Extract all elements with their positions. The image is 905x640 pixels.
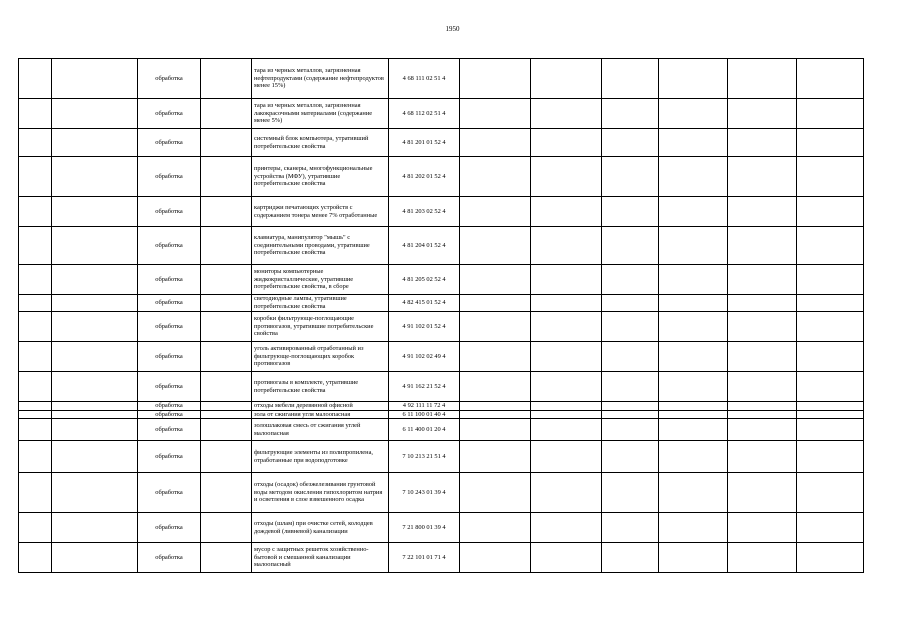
empty-cell: [19, 441, 52, 473]
empty-cell: [19, 372, 52, 402]
empty-cell: [531, 99, 602, 129]
empty-cell: [531, 157, 602, 197]
empty-cell: [602, 402, 659, 411]
empty-cell: [797, 372, 864, 402]
empty-cell: [19, 402, 52, 411]
empty-cell: [19, 295, 52, 312]
empty-cell: [728, 441, 797, 473]
empty-cell: [602, 473, 659, 513]
empty-cell: [659, 410, 728, 419]
fkko-code-cell: 4 91 162 21 52 4: [389, 372, 460, 402]
empty-cell: [201, 402, 252, 411]
operation-cell: обработка: [138, 410, 201, 419]
empty-cell: [19, 59, 52, 99]
empty-cell: [659, 265, 728, 295]
operation-cell: обработка: [138, 513, 201, 543]
empty-cell: [201, 441, 252, 473]
fkko-code-cell: 4 81 204 01 52 4: [389, 227, 460, 265]
table-row: [19, 419, 864, 441]
empty-cell: [728, 410, 797, 419]
table-row: [19, 372, 864, 402]
empty-cell: [52, 129, 138, 157]
empty-cell: [531, 473, 602, 513]
empty-cell: [460, 59, 531, 99]
fkko-code-cell: 4 92 111 11 72 4: [389, 402, 460, 411]
empty-cell: [19, 312, 52, 342]
empty-cell: [531, 59, 602, 99]
empty-cell: [19, 410, 52, 419]
empty-cell: [52, 419, 138, 441]
empty-cell: [728, 342, 797, 372]
empty-cell: [531, 295, 602, 312]
operation-cell: обработка: [138, 59, 201, 99]
empty-cell: [201, 227, 252, 265]
waste-name-cell: отходы (шлам) при очистке сетей, колодцев дождевой (ливневой) канализации: [252, 513, 389, 543]
empty-cell: [602, 197, 659, 227]
empty-cell: [52, 59, 138, 99]
waste-name-cell: противогазы в комплекте, утратившие потребительские свойства: [252, 372, 389, 402]
empty-cell: [460, 513, 531, 543]
empty-cell: [201, 543, 252, 573]
operation-cell: обработка: [138, 473, 201, 513]
empty-cell: [460, 312, 531, 342]
waste-name-cell: мусор с защитных решеток хозяйственно-бытовой и смешанной канализации малоопасный: [252, 543, 389, 573]
empty-cell: [797, 197, 864, 227]
empty-cell: [602, 129, 659, 157]
empty-cell: [201, 129, 252, 157]
empty-cell: [602, 59, 659, 99]
empty-cell: [728, 513, 797, 543]
table-body: [19, 59, 864, 573]
empty-cell: [728, 157, 797, 197]
empty-cell: [659, 473, 728, 513]
empty-cell: [460, 295, 531, 312]
waste-name-cell: тара из черных металлов, загрязненная нефтепродуктами (содержание нефтепродуктов менее 15%): [252, 59, 389, 99]
empty-cell: [602, 419, 659, 441]
empty-cell: [659, 441, 728, 473]
table-row: [19, 312, 864, 342]
empty-cell: [728, 402, 797, 411]
empty-cell: [602, 295, 659, 312]
empty-cell: [659, 543, 728, 573]
table-row: [19, 227, 864, 265]
empty-cell: [460, 342, 531, 372]
waste-name-cell: золошлаковая смесь от сжигания углей малоопасная: [252, 419, 389, 441]
empty-cell: [659, 295, 728, 312]
empty-cell: [460, 129, 531, 157]
empty-cell: [659, 227, 728, 265]
operation-cell: обработка: [138, 402, 201, 411]
fkko-code-cell: 4 68 112 02 51 4: [389, 99, 460, 129]
empty-cell: [797, 410, 864, 419]
empty-cell: [728, 372, 797, 402]
waste-name-cell: тара из черных металлов, загрязненная лакокрасочными материалами (содержание менее 5%): [252, 99, 389, 129]
operation-cell: обработка: [138, 372, 201, 402]
empty-cell: [201, 312, 252, 342]
empty-cell: [19, 157, 52, 197]
empty-cell: [531, 265, 602, 295]
table-row: [19, 129, 864, 157]
empty-cell: [728, 99, 797, 129]
empty-cell: [52, 157, 138, 197]
empty-cell: [531, 419, 602, 441]
empty-cell: [201, 265, 252, 295]
operation-cell: обработка: [138, 99, 201, 129]
empty-cell: [460, 197, 531, 227]
empty-cell: [201, 295, 252, 312]
empty-cell: [52, 227, 138, 265]
empty-cell: [797, 402, 864, 411]
empty-cell: [52, 473, 138, 513]
table-row: [19, 157, 864, 197]
empty-cell: [602, 410, 659, 419]
empty-cell: [460, 410, 531, 419]
empty-cell: [201, 59, 252, 99]
waste-name-cell: уголь активированный отработанный из фильтрующе-поглощающих коробок противогазов: [252, 342, 389, 372]
empty-cell: [728, 59, 797, 99]
empty-cell: [531, 312, 602, 342]
table-row: [19, 197, 864, 227]
empty-cell: [52, 513, 138, 543]
empty-cell: [19, 342, 52, 372]
empty-cell: [531, 441, 602, 473]
empty-cell: [602, 543, 659, 573]
empty-cell: [797, 265, 864, 295]
waste-name-cell: картриджи печатающих устройств с содержанием тонера менее 7% отработанные: [252, 197, 389, 227]
empty-cell: [201, 157, 252, 197]
empty-cell: [797, 513, 864, 543]
empty-cell: [460, 227, 531, 265]
fkko-code-cell: 4 91 102 02 49 4: [389, 342, 460, 372]
waste-name-cell: зола от сжигания угля малоопасная: [252, 410, 389, 419]
empty-cell: [201, 513, 252, 543]
empty-cell: [460, 157, 531, 197]
empty-cell: [659, 197, 728, 227]
fkko-code-cell: 4 68 111 02 51 4: [389, 59, 460, 99]
empty-cell: [531, 513, 602, 543]
empty-cell: [602, 372, 659, 402]
fkko-code-cell: 4 81 205 02 52 4: [389, 265, 460, 295]
waste-name-cell: принтеры, сканеры, многофункциональные устройства (МФУ), утратившие потребительские свойства: [252, 157, 389, 197]
empty-cell: [201, 410, 252, 419]
empty-cell: [797, 59, 864, 99]
empty-cell: [531, 227, 602, 265]
empty-cell: [728, 543, 797, 573]
table-row: [19, 402, 864, 411]
fkko-code-cell: 4 91 102 01 52 4: [389, 312, 460, 342]
empty-cell: [659, 59, 728, 99]
empty-cell: [52, 402, 138, 411]
table-row: [19, 99, 864, 129]
empty-cell: [52, 342, 138, 372]
empty-cell: [201, 372, 252, 402]
operation-cell: обработка: [138, 157, 201, 197]
page-number: 1950: [445, 25, 460, 33]
empty-cell: [460, 372, 531, 402]
waste-name-cell: мониторы компьютерные жидкокристаллические, утратившие потребительские свойства, в сборе: [252, 265, 389, 295]
empty-cell: [602, 265, 659, 295]
empty-cell: [659, 99, 728, 129]
waste-registry-table: [18, 58, 864, 573]
waste-name-cell: светодиодные лампы, утратившие потребительские свойства: [252, 295, 389, 312]
empty-cell: [659, 402, 728, 411]
fkko-code-cell: 4 82 415 01 52 4: [389, 295, 460, 312]
empty-cell: [659, 129, 728, 157]
empty-cell: [602, 227, 659, 265]
empty-cell: [659, 312, 728, 342]
waste-name-cell: клавиатура, манипулятор "мышь" с соединительными проводами, утратившие потребительские свойства: [252, 227, 389, 265]
operation-cell: обработка: [138, 342, 201, 372]
empty-cell: [531, 129, 602, 157]
waste-name-cell: системный блок компьютера, утративший потребительские свойства: [252, 129, 389, 157]
empty-cell: [728, 265, 797, 295]
table-row: [19, 543, 864, 573]
empty-cell: [797, 227, 864, 265]
table-row: [19, 410, 864, 419]
empty-cell: [531, 372, 602, 402]
empty-cell: [201, 473, 252, 513]
empty-cell: [602, 99, 659, 129]
empty-cell: [52, 372, 138, 402]
empty-cell: [797, 419, 864, 441]
empty-cell: [460, 473, 531, 513]
operation-cell: обработка: [138, 295, 201, 312]
empty-cell: [52, 295, 138, 312]
empty-cell: [659, 513, 728, 543]
fkko-code-cell: 6 11 100 01 40 4: [389, 410, 460, 419]
empty-cell: [659, 342, 728, 372]
waste-name-cell: фильтрующие элементы из полипропилена, отработанные при водоподготовке: [252, 441, 389, 473]
empty-cell: [797, 543, 864, 573]
fkko-code-cell: 7 10 243 01 39 4: [389, 473, 460, 513]
empty-cell: [797, 157, 864, 197]
empty-cell: [797, 312, 864, 342]
fkko-code-cell: 6 11 400 01 20 4: [389, 419, 460, 441]
fkko-code-cell: 4 81 201 01 52 4: [389, 129, 460, 157]
operation-cell: обработка: [138, 312, 201, 342]
table-row: [19, 295, 864, 312]
empty-cell: [201, 419, 252, 441]
table-row: [19, 342, 864, 372]
empty-cell: [531, 402, 602, 411]
empty-cell: [659, 372, 728, 402]
fkko-code-cell: 4 81 203 02 52 4: [389, 197, 460, 227]
empty-cell: [19, 419, 52, 441]
empty-cell: [19, 129, 52, 157]
operation-cell: обработка: [138, 419, 201, 441]
fkko-code-cell: 7 22 101 01 71 4: [389, 543, 460, 573]
empty-cell: [728, 197, 797, 227]
empty-cell: [201, 99, 252, 129]
empty-cell: [602, 441, 659, 473]
operation-cell: обработка: [138, 265, 201, 295]
empty-cell: [52, 99, 138, 129]
empty-cell: [728, 419, 797, 441]
empty-cell: [659, 157, 728, 197]
table-row: [19, 441, 864, 473]
empty-cell: [52, 441, 138, 473]
empty-cell: [19, 473, 52, 513]
empty-cell: [201, 197, 252, 227]
empty-cell: [659, 419, 728, 441]
operation-cell: обработка: [138, 543, 201, 573]
empty-cell: [728, 295, 797, 312]
empty-cell: [797, 342, 864, 372]
empty-cell: [728, 312, 797, 342]
empty-cell: [19, 99, 52, 129]
table-row: [19, 513, 864, 543]
empty-cell: [52, 265, 138, 295]
empty-cell: [460, 441, 531, 473]
empty-cell: [531, 410, 602, 419]
empty-cell: [728, 227, 797, 265]
empty-cell: [797, 99, 864, 129]
empty-cell: [728, 129, 797, 157]
empty-cell: [531, 543, 602, 573]
empty-cell: [797, 295, 864, 312]
empty-cell: [602, 157, 659, 197]
empty-cell: [797, 441, 864, 473]
fkko-code-cell: 7 21 800 01 39 4: [389, 513, 460, 543]
empty-cell: [460, 419, 531, 441]
empty-cell: [602, 513, 659, 543]
empty-cell: [19, 197, 52, 227]
empty-cell: [52, 312, 138, 342]
empty-cell: [19, 265, 52, 295]
empty-cell: [797, 473, 864, 513]
empty-cell: [460, 402, 531, 411]
operation-cell: обработка: [138, 197, 201, 227]
empty-cell: [460, 99, 531, 129]
empty-cell: [19, 543, 52, 573]
fkko-code-cell: 7 10 213 21 51 4: [389, 441, 460, 473]
empty-cell: [531, 342, 602, 372]
empty-cell: [52, 410, 138, 419]
empty-cell: [797, 129, 864, 157]
empty-cell: [531, 197, 602, 227]
operation-cell: обработка: [138, 227, 201, 265]
waste-name-cell: коробки фильтрующе-поглощающие противогазов, утратившие потребительские свойства: [252, 312, 389, 342]
table-row: [19, 59, 864, 99]
empty-cell: [460, 265, 531, 295]
empty-cell: [201, 342, 252, 372]
fkko-code-cell: 4 81 202 01 52 4: [389, 157, 460, 197]
empty-cell: [602, 312, 659, 342]
empty-cell: [52, 197, 138, 227]
table-row: [19, 265, 864, 295]
table-row: [19, 473, 864, 513]
empty-cell: [460, 543, 531, 573]
empty-cell: [728, 473, 797, 513]
waste-name-cell: отходы мебели деревянной офисной: [252, 402, 389, 411]
operation-cell: обработка: [138, 129, 201, 157]
empty-cell: [52, 543, 138, 573]
empty-cell: [602, 342, 659, 372]
empty-cell: [19, 513, 52, 543]
operation-cell: обработка: [138, 441, 201, 473]
empty-cell: [19, 227, 52, 265]
waste-name-cell: отходы (осадок) обезжелезивания грунтовой воды методом окисления гипохлоритом натрия и осветления в слое взвешенного осадка: [252, 473, 389, 513]
